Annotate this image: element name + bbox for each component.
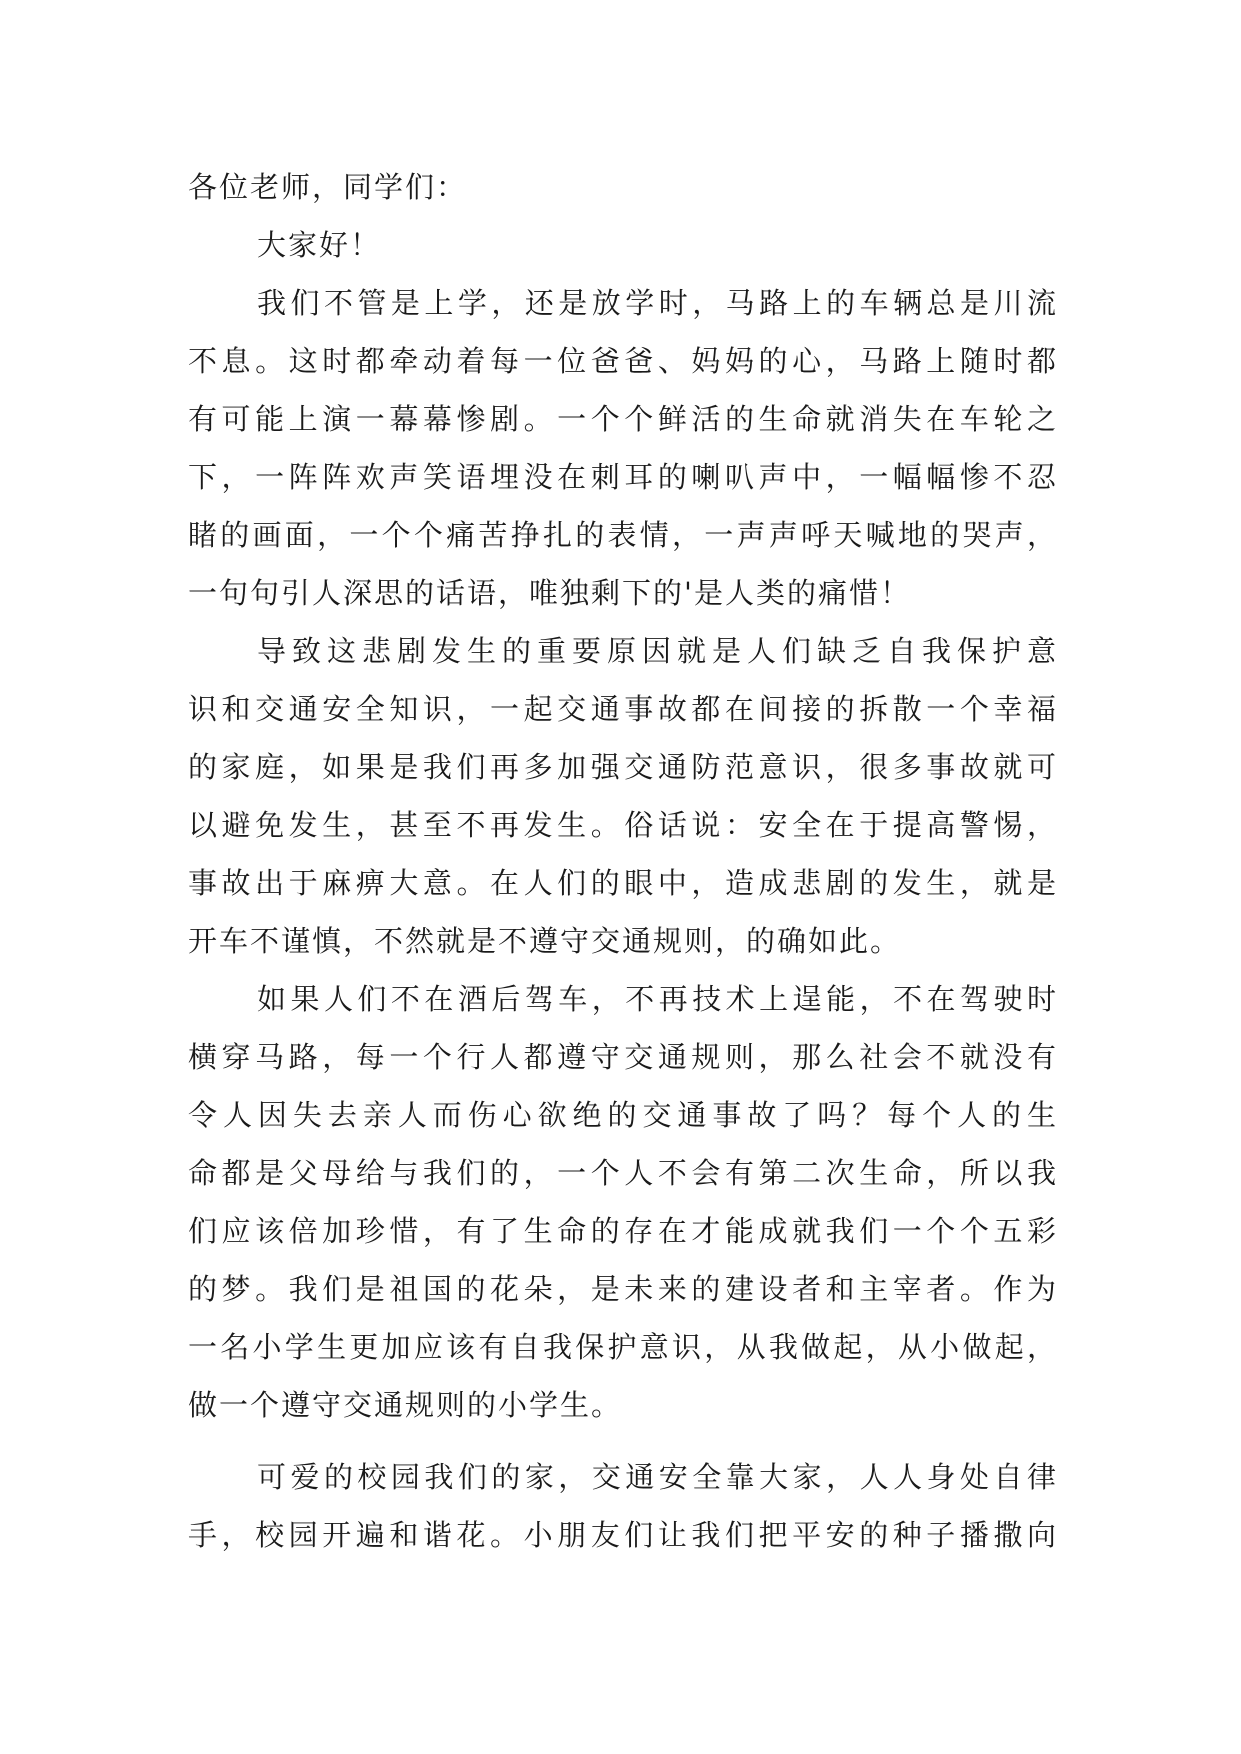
paragraph-2	[188, 622, 1058, 970]
paragraph-4	[188, 1448, 1058, 1564]
paragraph-line: 们应该倍加珍惜，有了生命的存在才能成就我们一个个五彩	[188, 1214, 1058, 1248]
paragraph-line: 手，校园开遍和谐花。小朋友们让我们把平安的种子播撒向	[188, 1518, 1058, 1552]
paragraph-line: 的家庭，如果是我们再多加强交通防范意识，很多事故就可	[188, 750, 1058, 784]
speech-text	[188, 158, 1058, 1564]
greeting: 大家好！	[257, 228, 382, 262]
paragraph-line: 不息。这时都牵动着每一位爸爸、妈妈的心，马路上随时都	[188, 344, 1058, 378]
paragraph-line: 可爱的校园我们的家，交通安全靠大家，人人身处自律	[257, 1460, 1058, 1494]
paragraph-line: 一句句引人深思的话语，唯独剩下的'是人类的痛惜！	[188, 576, 911, 610]
paragraph-line: 做一个遵守交通规则的小学生。	[188, 1388, 623, 1422]
paragraph-1	[188, 274, 1058, 622]
paragraph-line: 下，一阵阵欢声笑语埋没在刺耳的喇叭声中，一幅幅惨不忍	[188, 460, 1058, 494]
paragraph-line: 以避免发生，甚至不再发生。俗话说：安全在于提高警惕，	[188, 808, 1058, 842]
paragraph-line: 的梦。我们是祖国的花朵，是未来的建设者和主宰者。作为	[188, 1272, 1058, 1306]
paragraph-line: 开车不谨慎，不然就是不遵守交通规则，的确如此。	[188, 924, 902, 958]
paragraph-line: 睹的画面，一个个痛苦挣扎的表情，一声声呼天喊地的哭声，	[188, 518, 1058, 552]
paragraph-line: 导致这悲剧发生的重要原因就是人们缺乏自我保护意	[257, 634, 1058, 668]
paragraph-line: 事故出于麻痹大意。在人们的眼中，造成悲剧的发生，就是	[188, 866, 1058, 900]
paragraph-line: 如果人们不在酒后驾车，不再技术上逞能，不在驾驶时	[257, 982, 1058, 1016]
paragraph-line: 命都是父母给与我们的，一个人不会有第二次生命，所以我	[188, 1156, 1058, 1190]
paragraph-line: 一名小学生更加应该有自我保护意识，从我做起，从小做起，	[188, 1330, 1058, 1364]
salutation: 各位老师，同学们：	[188, 170, 468, 204]
paragraph-3	[188, 970, 1058, 1434]
paragraph-line: 我们不管是上学，还是放学时，马路上的车辆总是川流	[257, 286, 1058, 320]
paragraph-spacer	[188, 1434, 1058, 1448]
paragraph-line: 识和交通安全知识，一起交通事故都在间接的拆散一个幸福	[188, 692, 1058, 726]
paragraph-line: 有可能上演一幕幕惨剧。一个个鲜活的生命就消失在车轮之	[188, 402, 1058, 436]
paragraph-line: 令人因失去亲人而伤心欲绝的交通事故了吗？每个人的生	[188, 1098, 1058, 1132]
paragraph-line: 横穿马路，每一个行人都遵守交通规则，那么社会不就没有	[188, 1040, 1058, 1074]
